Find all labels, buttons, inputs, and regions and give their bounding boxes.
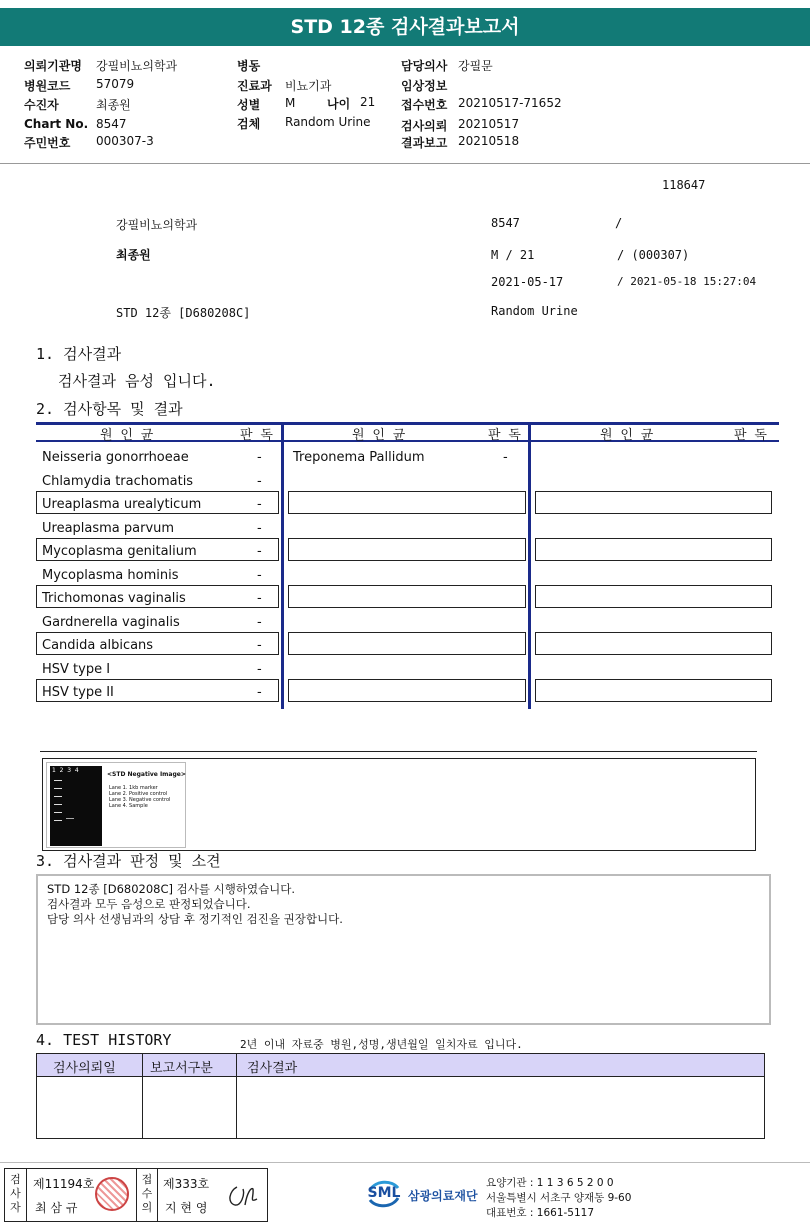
pathogen-result: -: [257, 520, 262, 536]
pathogen-name: Neisseria gonorrhoeae: [42, 450, 189, 465]
row-box: [535, 679, 772, 702]
history-col-divider: [236, 1054, 237, 1138]
gel-legend: [109, 785, 170, 809]
row-box: [288, 679, 526, 702]
gel-legend-line: Lane 1. 1kb marker: [109, 785, 158, 791]
history-col-report-type: 보고서구분: [150, 1061, 213, 1076]
header-c3-label: 결과보고: [401, 136, 448, 150]
header-c3-label: 접수번호: [401, 98, 448, 112]
pathogen-name: Treponema Pallidum: [293, 450, 425, 465]
gel-legend-line: Lane 4. Sample: [109, 803, 148, 809]
gel-photo: [50, 766, 102, 846]
pathogen-name: Mycoplasma genitalium: [42, 544, 197, 559]
pathogen-result: -: [257, 614, 262, 630]
chart-number: 8547: [491, 216, 520, 230]
header-c2-value: Random Urine: [285, 115, 371, 129]
gel-band: [66, 818, 74, 819]
age-value: 21: [360, 95, 376, 109]
inspector-label: 검사자: [5, 1169, 27, 1221]
gel-band: [54, 788, 62, 789]
clinic-name: 강필비뇨의학과: [116, 218, 198, 232]
approver-license: 제333호: [163, 1177, 210, 1191]
signature-box: [4, 1168, 268, 1222]
header-c3-label: 임상정보: [401, 79, 448, 93]
header-c1-label: Chart No.: [24, 117, 89, 131]
col1-pathogen-header: 원 인 균: [100, 428, 154, 443]
header-c3-value: 강필문: [458, 59, 493, 73]
section-3-title: 3. 검사결과 판정 및 소견: [36, 852, 221, 870]
sml-logo-icon: [366, 1176, 402, 1212]
gel-band: [54, 780, 62, 781]
row-box: [535, 491, 772, 514]
pathogen-result: -: [257, 450, 262, 465]
report-title: STD 12종 검사결과보고서: [0, 8, 810, 46]
pathogen-name: Chlamydia trachomatis: [42, 473, 194, 489]
header-divider: [0, 163, 810, 164]
col3-pathogen-header: 원 인 균: [600, 428, 654, 443]
row-box: [288, 491, 526, 514]
pathogen-result: -: [257, 661, 262, 677]
opinion-line: STD 12종 [D680208C] 검사를 시행하였습니다.: [47, 882, 296, 896]
section-1-title: 1. 검사결과: [36, 345, 122, 363]
row-box: [288, 585, 526, 608]
pathogen-result: -: [257, 473, 262, 489]
header-c2-label: 검체: [237, 117, 261, 131]
header-c3-label: 담당의사: [401, 59, 448, 73]
pathogen-name: Ureaplasma parvum: [42, 520, 175, 536]
header-c1-label: 주민번호: [24, 136, 71, 150]
test-name: STD 12종 [D680208C]: [116, 306, 251, 320]
gel-heading: <STD Negative Image>: [107, 771, 186, 778]
pathogen-name: HSV type II: [42, 685, 114, 700]
footer-divider: [0, 1162, 810, 1163]
header-c2-value: M: [285, 96, 296, 110]
pathogen-name: Candida albicans: [42, 638, 154, 653]
approver-label: 접수의: [136, 1169, 158, 1221]
specimen-type: Random Urine: [491, 304, 578, 318]
header-c1-value: 최종원: [96, 98, 131, 112]
pathogen-result: -: [503, 450, 508, 465]
header-c3-label: 검사의뢰: [401, 119, 448, 133]
gel-legend-line: Lane 3. Negative control: [109, 797, 171, 803]
patient-name: 최종원: [116, 248, 151, 262]
pathogen-result: -: [257, 497, 262, 512]
pathogen-result: -: [257, 638, 262, 653]
received-date: 2021-05-17: [491, 275, 564, 289]
gel-band: [54, 820, 62, 821]
patient-id: / (000307): [617, 248, 690, 262]
footer-address: [486, 1176, 631, 1221]
col3-judge-header: 판 독: [734, 428, 767, 443]
header-c3-value: 20210517: [458, 117, 520, 131]
col2-judge-header: 판 독: [488, 428, 521, 443]
history-table: [36, 1053, 765, 1139]
signature-icon: [223, 1181, 263, 1211]
row-box: [288, 538, 526, 561]
address-line: 대표번호 : 1661-5117: [486, 1207, 595, 1219]
foundation-name: 삼광의료재단: [408, 1189, 478, 1203]
pathogen-result: -: [257, 685, 262, 700]
sml-logo-text: SML: [367, 1185, 401, 1201]
reported-datetime: / 2021-05-18 15:27:04: [617, 275, 757, 288]
report-number: 118647: [662, 178, 706, 192]
seal-stamp: [95, 1177, 129, 1211]
inspector-license: 제11194호: [33, 1177, 95, 1191]
gel-lane-numbers: 1 2 3 4: [52, 767, 79, 774]
section-4-title: 4. TEST HISTORY: [36, 1031, 172, 1049]
gel-legend-line: Lane 2. Positive control: [109, 791, 168, 797]
gel-band: [54, 804, 62, 805]
pathogen-name: Ureaplasma urealyticum: [42, 497, 202, 512]
gel-band: [54, 796, 62, 797]
opinion-box: [36, 874, 771, 1025]
row-box: [535, 538, 772, 561]
pathogen-result: -: [257, 567, 262, 583]
chart-slash: /: [615, 216, 623, 230]
row-box: [535, 585, 772, 608]
pathogen-name: HSV type I: [42, 661, 111, 677]
opinion-text: [38, 876, 769, 933]
header-c1-value: 8547: [96, 117, 127, 131]
header-c2-value: 비뇨기과: [285, 79, 332, 93]
header-c3-value: 20210518: [458, 134, 520, 148]
inspector-name: 최 삼 규: [35, 1201, 78, 1215]
gel-top-rule: [40, 751, 757, 752]
pathogen-name: Mycoplasma hominis: [42, 567, 179, 583]
header-c1-label: 수진자: [24, 98, 59, 112]
approver-name: 지 현 영: [165, 1201, 208, 1215]
header-c2-label: 진료과: [237, 79, 272, 93]
history-header-row: [37, 1054, 764, 1077]
address-line: 요양기관 : 1 1 3 6 5 2 0 0: [486, 1177, 614, 1189]
header-c1-value: 000307-3: [96, 134, 154, 148]
pathogen-name: Trichomonas vaginalis: [42, 591, 186, 606]
header-c1-value: 강필비뇨의학과: [96, 59, 178, 73]
table-divider-2: [528, 422, 531, 709]
pathogen-result: -: [257, 591, 262, 606]
row-box: [535, 632, 772, 655]
header-c2-label: 성별: [237, 98, 261, 112]
header-c1-label: 병원코드: [24, 79, 71, 93]
header-c1-label: 의뢰기관명: [24, 59, 82, 73]
header-c2-label: 병동: [237, 59, 261, 73]
col2-pathogen-header: 원 인 균: [352, 428, 406, 443]
opinion-line: 담당 의사 선생님과의 상담 후 정기적인 검진을 권장합니다.: [47, 912, 343, 926]
history-note: 2년 이내 자료중 병원,성명,생년월일 일치자료 입니다.: [240, 1038, 523, 1051]
pathogen-result: -: [257, 544, 262, 559]
gel-band: [54, 812, 62, 813]
header-c3-value: 20210517-71652: [458, 96, 562, 110]
sex-age: M / 21: [491, 248, 535, 262]
col1-judge-header: 판 독: [240, 428, 273, 443]
address-line: 서울특별시 서초구 양재동 9-60: [486, 1192, 632, 1204]
section-1-text: 검사결과 음성 입니다.: [58, 372, 216, 390]
header-c1-value: 57079: [96, 77, 135, 91]
section-2-title: 2. 검사항목 및 결과: [36, 400, 183, 418]
table-divider-1: [281, 422, 284, 709]
age-label: 나이: [327, 97, 351, 111]
row-box: [288, 632, 526, 655]
history-col-request-date: 검사의뢰일: [53, 1061, 116, 1076]
opinion-line: 검사결과 모두 음성으로 판정되었습니다.: [47, 897, 251, 911]
history-col-result: 검사결과: [247, 1061, 298, 1076]
history-col-divider: [142, 1054, 143, 1138]
gel-image: [46, 762, 186, 848]
pathogen-name: Gardnerella vaginalis: [42, 614, 180, 630]
